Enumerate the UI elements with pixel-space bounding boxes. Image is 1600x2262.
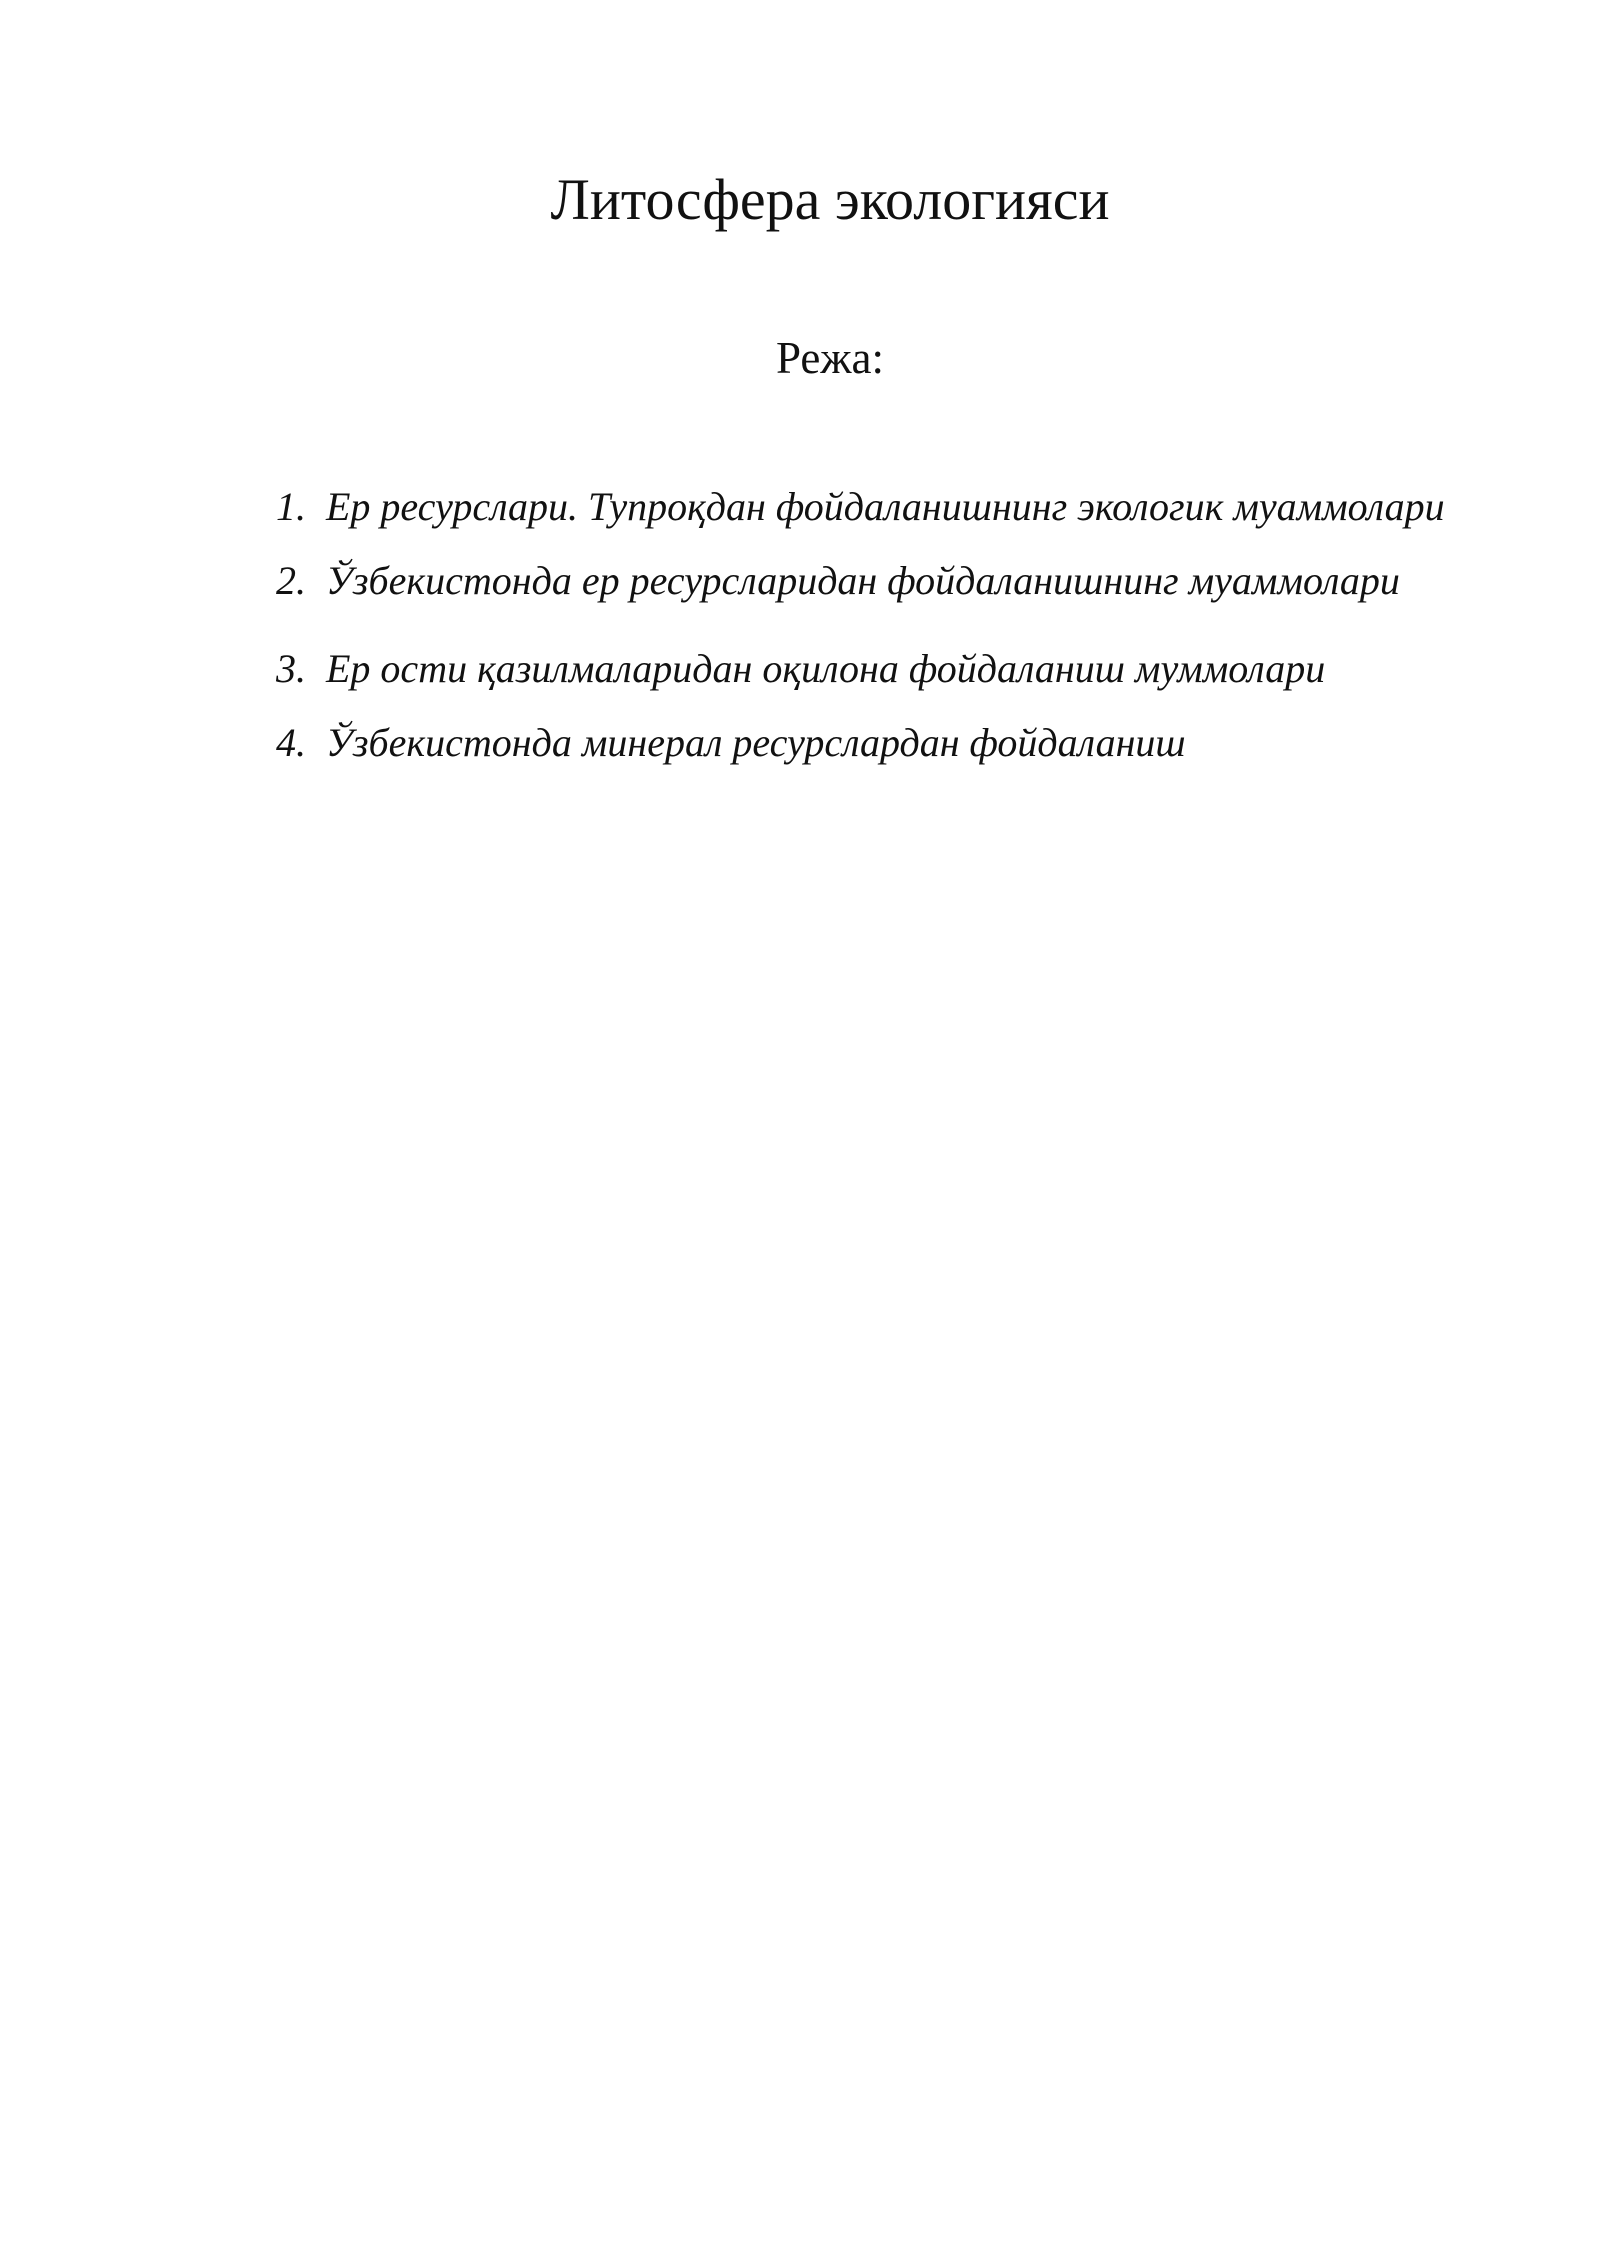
plan-item-text: Ўзбекистонда минерал ресурслардан фойдаланиш <box>326 720 1186 765</box>
plan-item-number: 2. <box>276 558 306 603</box>
plan-item-text: Ер ресурслари. Тупроқдан фойдаланишнинг экологик муаммолари <box>326 484 1445 529</box>
plan-item-text: Ўзбекистонда ер ресурсларидан фойдаланишнинг муаммолари <box>326 558 1400 603</box>
plan-item-1 <box>276 470 1492 544</box>
plan-item-number: 3. <box>276 646 306 691</box>
plan-item-4 <box>276 706 1492 780</box>
plan-item-2 <box>276 544 1492 618</box>
plan-item-3 <box>276 632 1492 706</box>
plan-item-text: Ер ости қазилмаларидан оқилона фойдаланиш муммолари <box>326 646 1326 691</box>
plan-item-number: 1. <box>276 484 306 529</box>
plan-list <box>276 470 1492 780</box>
plan-heading: Режа: <box>776 333 884 383</box>
page-title: Литосфера экологияси <box>550 167 1110 232</box>
plan-item-number: 4. <box>276 720 306 765</box>
